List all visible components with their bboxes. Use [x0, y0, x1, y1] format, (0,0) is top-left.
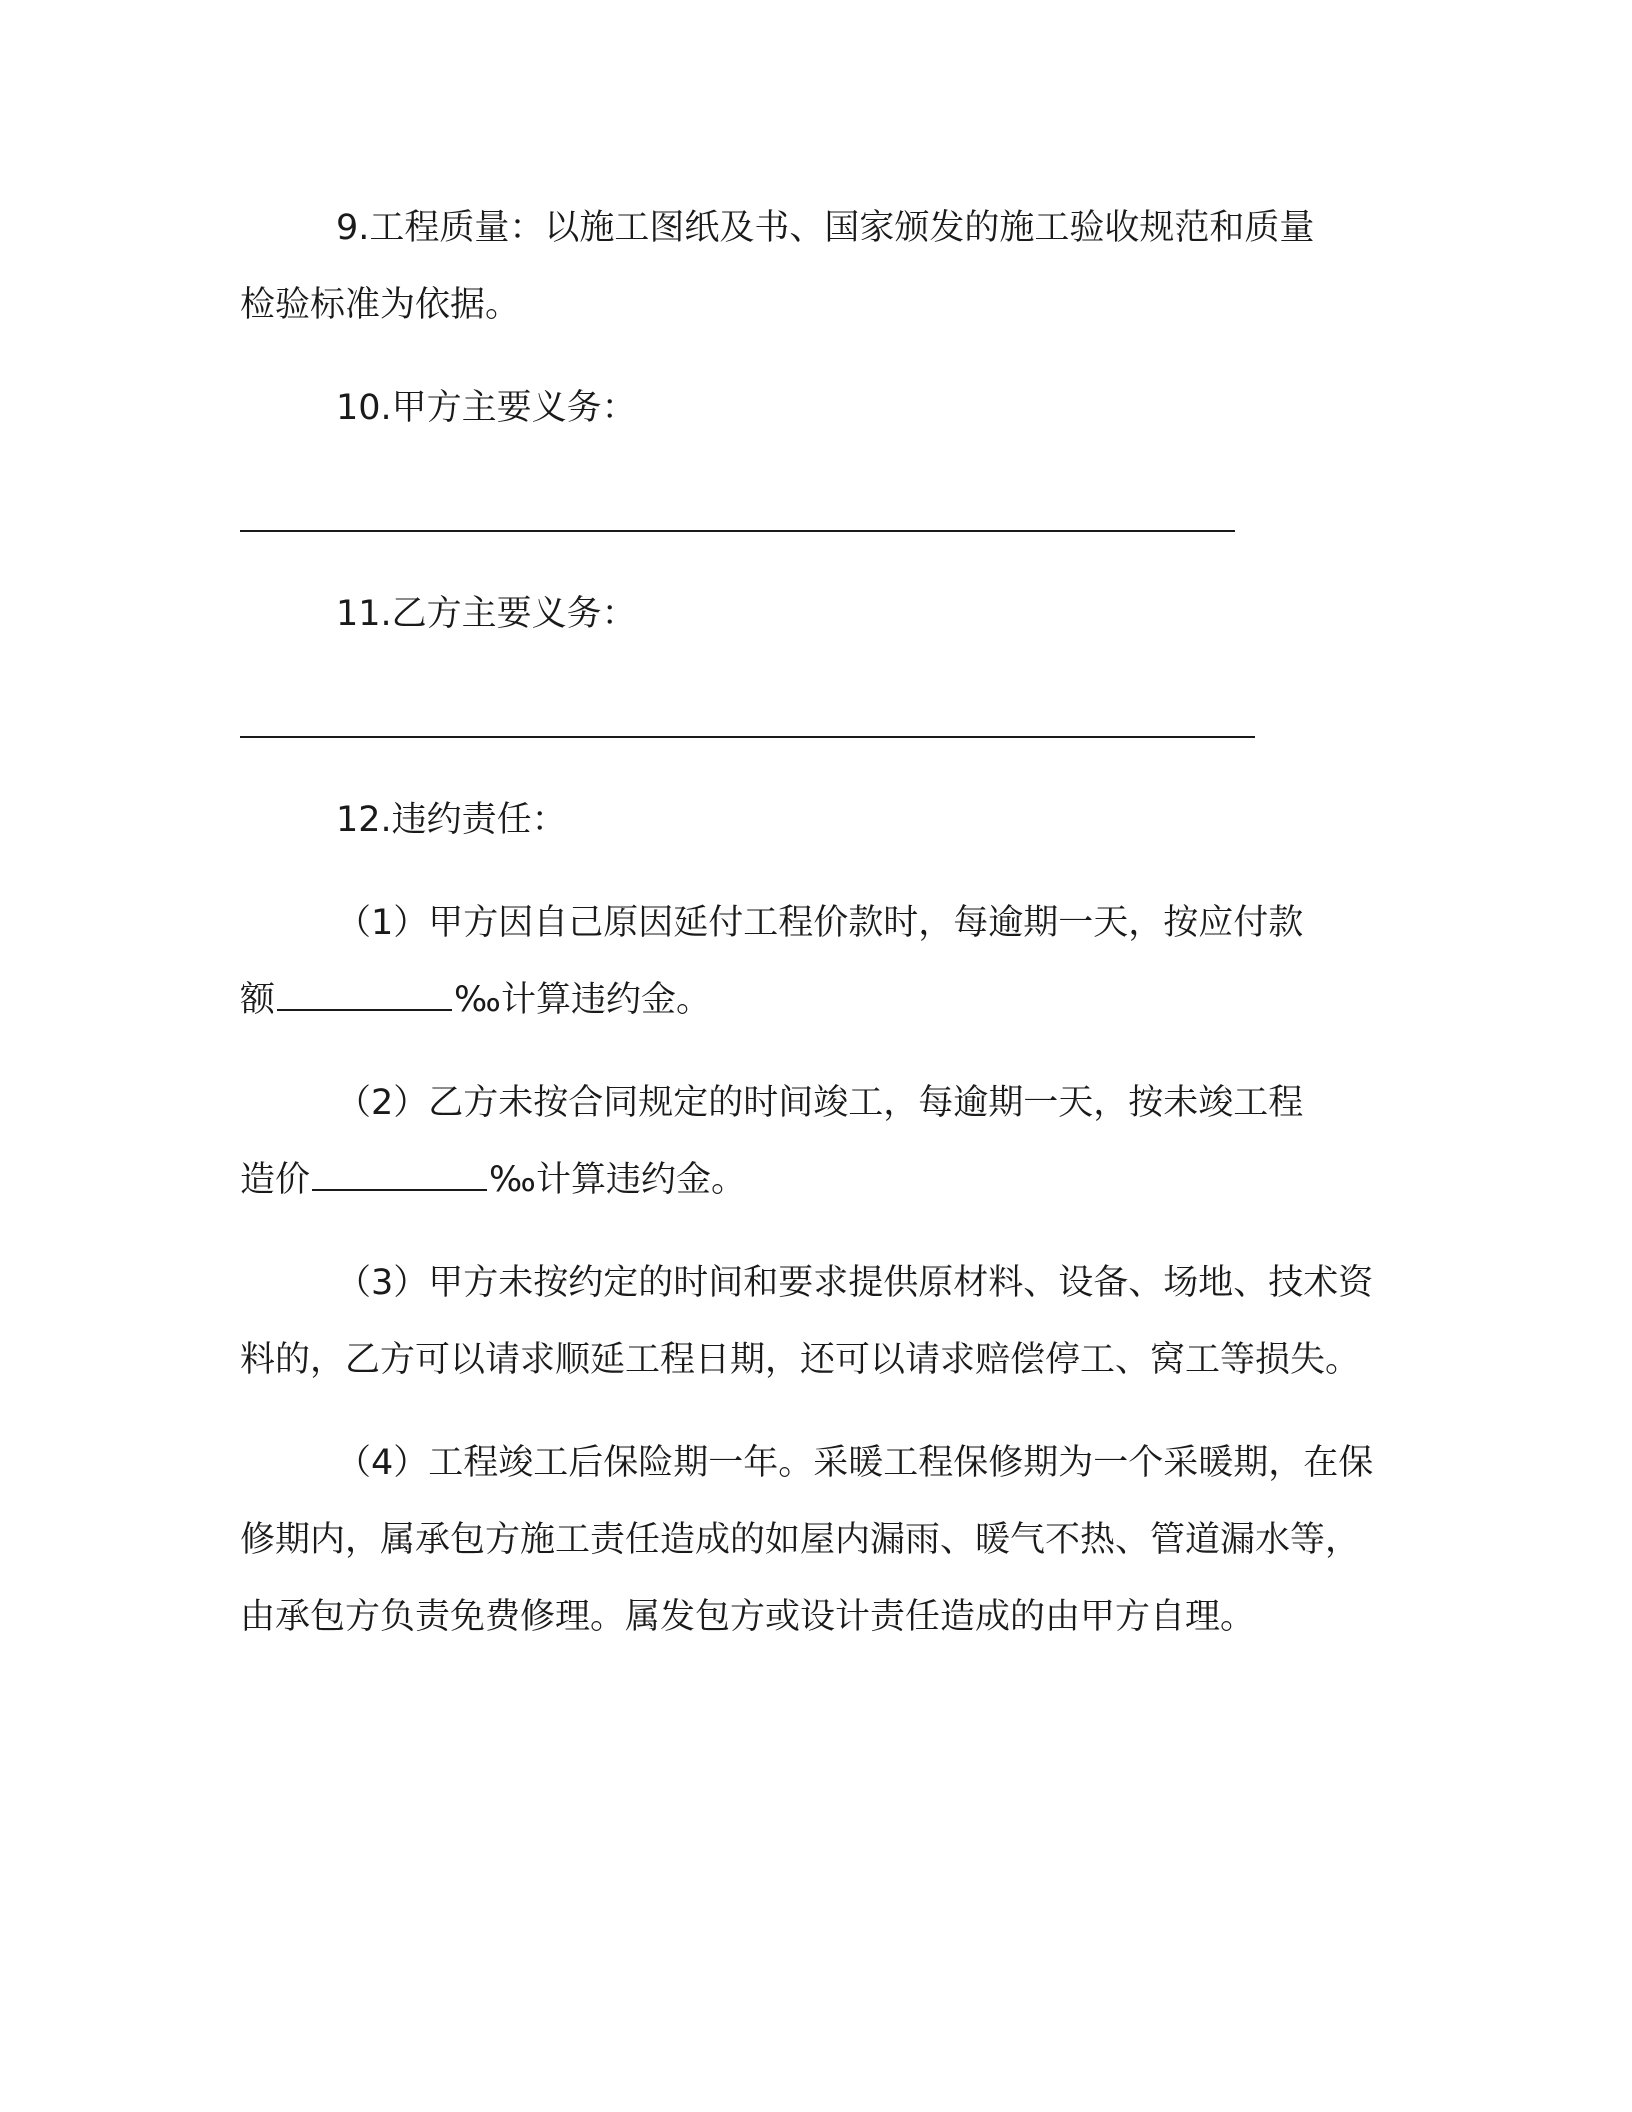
clause-12-title: 12.违约责任： — [336, 800, 567, 840]
document-page — [240, 190, 1380, 1682]
clause-9-line2: 检验标准为依据。 — [240, 285, 521, 325]
clause-9 — [240, 190, 1380, 344]
clause-12-item1-suffix: ‰计算违约金。 — [454, 980, 711, 1020]
clause-12-item4: （4）工程竣工后保险期一年。采暖工程保修期为一个采暖期，在保修期内，属承包方施工责任造成的如屋内漏雨、暖气不热、管道漏水等，由承包方负责免费修理。属发包方或设计责任造成的由甲方自理。 — [240, 1443, 1374, 1637]
clause-11-blank — [240, 679, 1380, 756]
clause-9-line1: 9.工程质量：以施工图纸及书、国家颁发的施工验收规范和质量 — [336, 208, 1315, 248]
clause-12-item1-prefix: 额 — [240, 980, 276, 1020]
clause-12-item2 — [240, 1065, 1380, 1219]
clause-12-item2-suffix: ‰计算违约金。 — [489, 1160, 746, 1200]
clause-10-blank — [240, 473, 1380, 550]
clause-10-title: 10.甲方主要义务： — [336, 388, 637, 428]
clause-11-title: 11.乙方主要义务： — [336, 594, 637, 634]
clause-10-blank-line — [240, 530, 1235, 532]
clause-12-item1 — [240, 885, 1380, 1039]
clause-12-item2-line1: （2）乙方未按合同规定的时间竣工，每逾期一天，按未竣工程 — [336, 1083, 1304, 1123]
clause-11-blank-line — [240, 736, 1255, 738]
clause-12-item2-prefix: 造价 — [240, 1160, 311, 1200]
clause-12-item1-line1: （1）甲方因自己原因延付工程价款时，每逾期一天，按应付款 — [336, 903, 1304, 943]
clause-12-item3: （3）甲方未按约定的时间和要求提供原材料、设备、场地、技术资料的，乙方可以请求顺延工程日期，还可以请求赔偿停工、窝工等损失。 — [240, 1263, 1374, 1380]
clause-12-item2-blank — [312, 1159, 487, 1191]
clause-12-item1-blank — [277, 979, 452, 1011]
